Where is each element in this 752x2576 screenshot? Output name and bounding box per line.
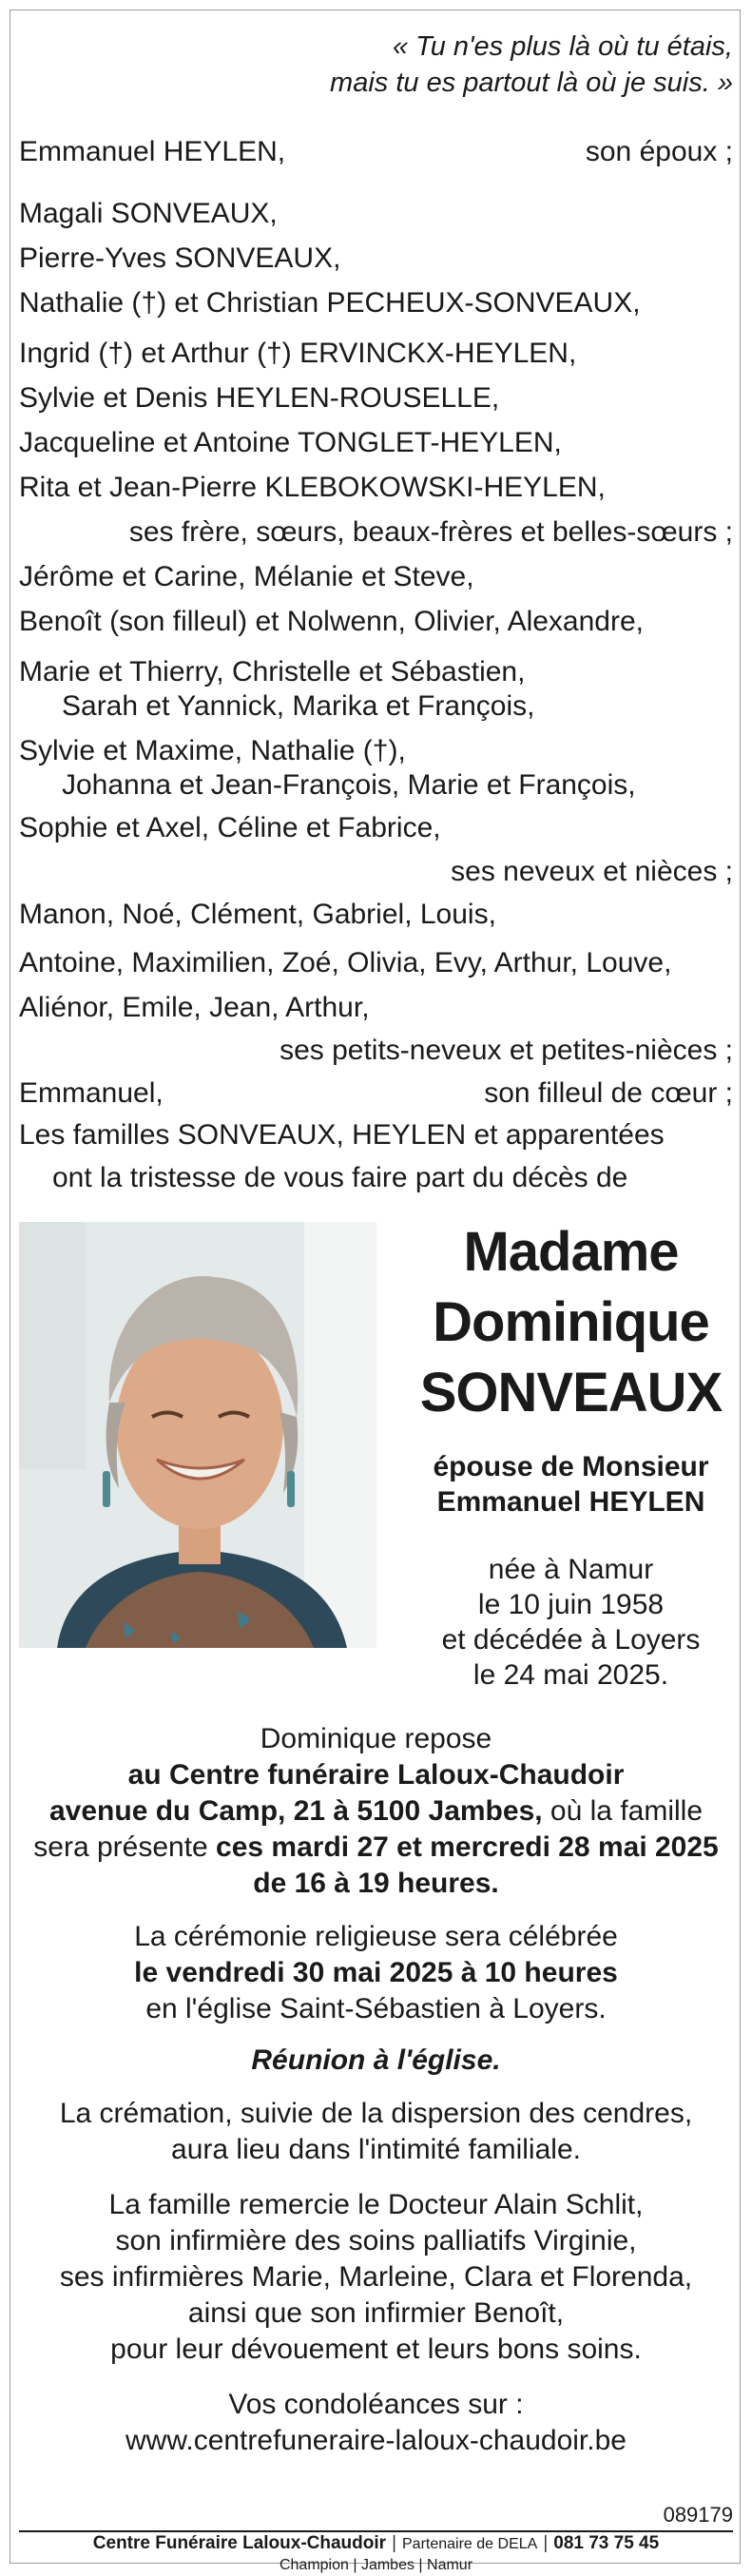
reunion-note: Réunion à l'église. <box>251 2044 501 2076</box>
cremation-line: La crémation, suivie de la dispersion des cendres, <box>59 2098 693 2129</box>
family-line: Pierre-Yves SONVEAUX, <box>19 242 341 274</box>
quote-line: « Tu n'es plus là où tu étais, <box>392 31 733 62</box>
family-line: Sophie et Axel, Céline et Fabrice, <box>19 812 441 843</box>
repose-dates: ces mardi 27 et mercredi 28 mai 2025 <box>216 1831 719 1863</box>
spouse-of-name: Emmanuel HEYLEN <box>436 1486 705 1518</box>
family-line: Ingrid (†) et Arthur (†) ERVINCKX-HEYLEN, <box>19 338 577 369</box>
family-line: Benoît (son filleul) et Nolwenn, Olivier, Alexandre, <box>19 606 644 637</box>
thanks-line: son infirmière des soins palliatifs Virginie, <box>115 2225 637 2256</box>
birth-place: née à Namur <box>488 1554 654 1585</box>
footer-company: Centre Funéraire Laloux-Chaudoir <box>92 2533 387 2553</box>
family-line: Jérôme et Carine, Mélanie et Steve, <box>19 561 474 592</box>
repose-hours: de 16 à 19 heures. <box>253 1868 499 1899</box>
family-line: Magali SONVEAUX, <box>19 198 278 229</box>
spouse-name: Emmanuel HEYLEN, <box>19 136 286 167</box>
family-line: Manon, Noé, Clément, Gabriel, Louis, <box>19 899 496 930</box>
ceremony-line: La cérémonie religieuse sera célébrée <box>134 1921 618 1952</box>
siblings-role: ses frère, sœurs, beaux-frères et belles-sœurs ; <box>128 516 733 548</box>
footer-partner: Partenaire de DELA <box>402 2536 538 2552</box>
family-line: Nathalie (†) et Christian PECHEUX-SONVEAUX, <box>19 287 641 319</box>
ceremony-date: le vendredi 30 mai 2025 à 10 heures <box>134 1957 618 1988</box>
godson-role: son filleul de cœur ; <box>484 1077 733 1109</box>
portrait-illustration <box>19 1222 376 1648</box>
spouse-role: son époux ; <box>585 136 733 167</box>
birth-date: le 10 juin 1958 <box>477 1589 665 1620</box>
repose-location: au Centre funéraire Laloux-Chaudoir <box>127 1759 625 1791</box>
thanks-line: ainsi que son infirmier Benoît, <box>187 2297 565 2329</box>
deceased-last-name: SONVEAUX <box>419 1362 723 1424</box>
family-line: Antoine, Maximilien, Zoé, Olivia, Evy, Arthur, Louve, <box>19 947 672 978</box>
footer-divider <box>19 2530 733 2532</box>
repose-text: où la famille <box>542 1795 704 1827</box>
epigraph-quote <box>330 29 733 101</box>
family-line: Aliénor, Emile, Jean, Arthur, <box>19 992 370 1023</box>
death-place: et décédée à Loyers <box>441 1624 701 1656</box>
footer <box>0 2533 752 2576</box>
cremation-line: aura lieu dans l'intimité familiale. <box>171 2134 581 2165</box>
thanks-line: pour leur dévouement et leurs bons soins. <box>110 2334 642 2365</box>
family-line: Sylvie et Denis HEYLEN-ROUSELLE, <box>19 382 500 414</box>
family-line: Jacqueline et Antoine TONGLET-HEYLEN, <box>19 427 562 458</box>
family-line: Marie et Thierry, Christelle et Sébastien, <box>19 656 526 688</box>
footer-phone[interactable]: 081 73 75 45 <box>553 2533 660 2553</box>
announce-line: ont la tristesse de vous faire part du décès de <box>52 1162 628 1193</box>
footer-locations: Champion | Jambes | Namur <box>279 2557 473 2573</box>
families-line: Les familles SONVEAUX, HEYLEN et apparentées <box>19 1119 665 1151</box>
nephews-role: ses neveux et nièces ; <box>451 856 733 887</box>
family-line: Sarah et Yannick, Marika et François, <box>62 690 535 722</box>
thanks-line: ses infirmières Marie, Marleine, Clara et Florenda, <box>59 2261 693 2293</box>
ceremony-place: en l'église Saint-Sébastien à Loyers. <box>145 1993 607 2024</box>
deceased-title: Madame <box>463 1221 679 1283</box>
deceased-first-name: Dominique <box>433 1291 709 1353</box>
death-date: le 24 mai 2025. <box>472 1659 669 1691</box>
repose-line: Dominique repose <box>260 1723 492 1754</box>
family-line: Sylvie et Maxime, Nathalie (†), <box>19 735 406 766</box>
repose-address-line <box>0 1793 752 1830</box>
spouse-of-line: épouse de Monsieur <box>433 1451 709 1482</box>
repose-dates-line <box>0 1830 752 1866</box>
footer-main-line <box>0 2533 752 2555</box>
condolences-line: Vos condoléances sur : <box>228 2389 524 2420</box>
reference-number: 089179 <box>663 2503 733 2527</box>
repose-text: sera présente <box>33 1831 217 1863</box>
godson-name: Emmanuel, <box>19 1077 164 1109</box>
footer-separator: | <box>543 2533 549 2553</box>
portrait-photo <box>19 1222 376 1648</box>
condolences-website-link[interactable]: www.centrefuneraire-laloux-chaudoir.be <box>125 2425 627 2456</box>
family-line: Johanna et Jean-François, Marie et François, <box>62 769 636 801</box>
quote-line: mais tu es partout là où je suis. » <box>330 68 733 98</box>
repose-address: avenue du Camp, 21 à 5100 Jambes, <box>48 1795 543 1827</box>
thanks-line: La famille remercie le Docteur Alain Schlit, <box>108 2189 644 2220</box>
family-line: Rita et Jean-Pierre KLEBOKOWSKI-HEYLEN, <box>19 472 606 503</box>
footer-separator: | <box>392 2533 396 2553</box>
grandnephews-role: ses petits-neveux et petites-nièces ; <box>280 1035 733 1066</box>
